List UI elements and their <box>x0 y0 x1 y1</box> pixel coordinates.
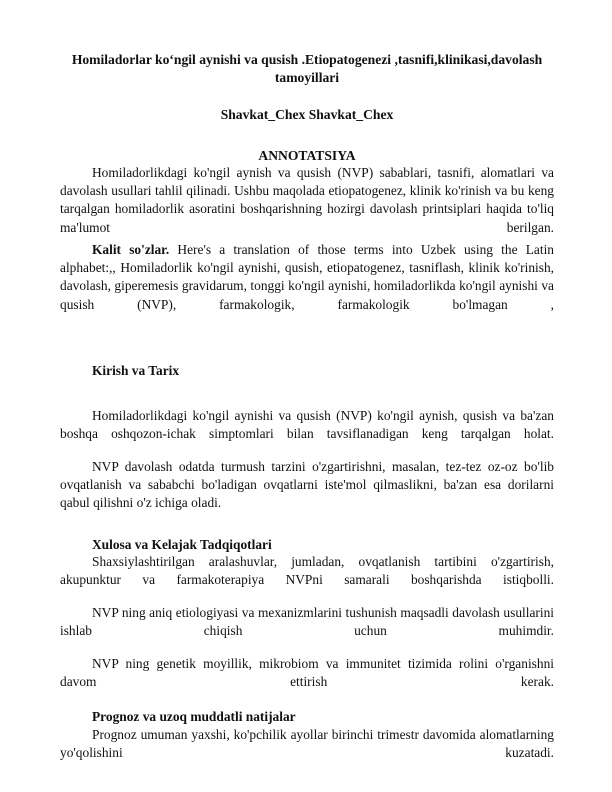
intro-paragraph-2: NVP davolash odatda turmush tarzini o'zgartirishni, masalan, tez-tez oz-oz bo'lib ovqatlanish va sababchi bo'ladigan ovqatlarni iste'mol qilmaslikni, ba'zan esa dorilarni qabul qilishni o'z ichiga oladi. <box>60 459 554 511</box>
abstract-text: Homiladorlikdagi ko'ngil aynish va qusish (NVP) sabablari, tasnifi, alomatlari va davolash usullari tahlil qilinadi. Ushbu maqolada etiopatogenez, klinik ko'rinish va bu keng tarqalgan homiladorlik asoratini boshqarishning hozirgi davolash printsiplari haqida to'liq ma'lumot berilgan. <box>60 165 554 235</box>
keywords-text: Here's a translation of those terms into Uzbek using the Latin alphabet:,, Homiladorlik ko'ngil aynishi, qusish, etiopatogenez, tasniflash, klinik ko'rinish, davolash, giperemesis gravidarum, tonggi ko'ngil aynishi, homiladorlikda ko'ngil aynishi va qusish (NVP), farmakologik, farmakologik bo'lmagan , <box>60 242 554 312</box>
section-heading-prognosis: Prognoz va uzoq muddatli natijalar <box>92 709 296 724</box>
conclusion-paragraph-2: NVP ning aniq etiologiyasi va mexanizmlarini tushunish maqsadli davolash usullarini ishlab chiqish uchun muhimdir. <box>60 605 554 639</box>
section-heading-conclusion: Xulosa va Kelajak Tadqiqotlari <box>92 537 272 552</box>
conclusion-paragraph-3: NVP ning genetik moyillik, mikrobiom va immunitet tizimida rolini o'rganishni davom ettirish kerak. <box>60 656 554 690</box>
intro-paragraph-1: Homiladorlikdagi ko'ngil aynishi va qusish (NVP) ko'ngil aynish, qusish va ba'zan boshqa oshqozon-ichak simptomlari bilan tavsiflanadigan keng tarqalgan holat. <box>60 408 554 442</box>
keywords-label: Kalit so'zlar. <box>92 242 170 257</box>
paper-authors: Shavkat_Chex Shavkat_Chex <box>220 107 394 122</box>
abstract-heading: ANNOTATSIYA <box>258 148 356 163</box>
conclusion-paragraph-1: Shaxsiylashtirilgan aralashuvlar, jumladan, ovqatlanish tartibini o'zgartirish, akupunktur va farmakoterapiya NVPni samarali boshqarishda istiqbolli. <box>60 554 554 588</box>
section-heading-intro: Kirish va Tarix <box>92 363 180 378</box>
prognosis-paragraph-1: Prognoz umuman yaxshi, ko'pchilik ayollar birinchi trimestr davomida alomatlarning yo'qolishini kuzatadi. <box>60 727 554 761</box>
paper-title: Homiladorlar ko‘ngil aynishi va qusish .Etiopatogenezi ,tasnifi,klinikasi,davolash tamoyillari <box>71 52 543 85</box>
keywords-paragraph <box>60 241 554 314</box>
